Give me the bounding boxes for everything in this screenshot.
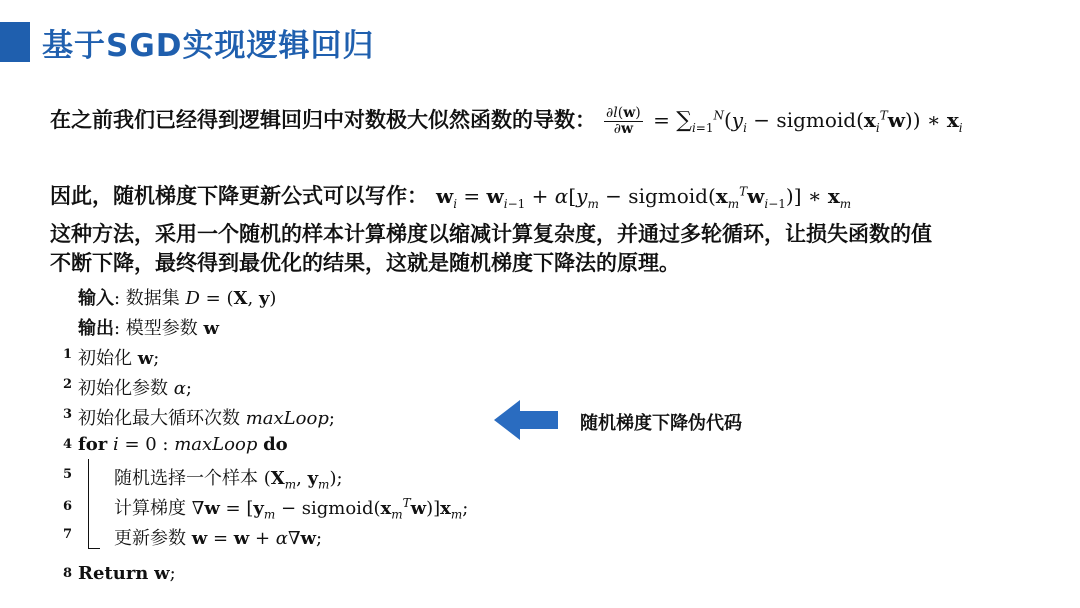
page-title: 基于SGD实现逻辑回归 bbox=[42, 28, 375, 64]
step-number: 5 bbox=[62, 467, 72, 482]
update-formula: $w_i = w_{i-1} + \alpha[y_m$ − $sigmoid(x_m^Tw_{i-1})$] ∗ $x_m$ bbox=[436, 184, 852, 211]
step-text: 初始化最大循环次数 bbox=[78, 408, 246, 429]
derivative-text: 在之前我们已经得到逻辑回归中对数极大似然函数的导数： bbox=[50, 108, 596, 132]
step-text: 更新参数 bbox=[114, 528, 192, 549]
step-text: 随机选择一个样本 bbox=[114, 468, 264, 489]
output-label: 输出 bbox=[78, 318, 114, 339]
loop-scope-line bbox=[88, 459, 89, 549]
update-text: 因此，随机梯度下降更新公式可以写作： bbox=[50, 184, 428, 208]
for-keyword: for bbox=[78, 434, 108, 455]
step-number: 6 bbox=[62, 499, 72, 514]
step-text: 初始化 bbox=[78, 348, 138, 369]
step-number: 1 bbox=[62, 347, 72, 362]
loop-scope-foot bbox=[88, 548, 100, 549]
title-accent-bar bbox=[0, 22, 30, 62]
step-number: 4 bbox=[62, 437, 72, 452]
arrow-shape bbox=[494, 400, 558, 440]
update-line bbox=[50, 180, 851, 211]
input-text: : 数据集 bbox=[114, 288, 186, 309]
explanation-paragraph: 这种方法，采用一个随机的样本计算梯度以缩减计算复杂度，并通过多轮循环，让损失函数的值不断下降，最终得到最优化的结果，这就是随机梯度下降法的原理。 bbox=[50, 222, 932, 275]
input-label: 输入 bbox=[78, 288, 114, 309]
pseudocode-note: 随机梯度下降伪代码 bbox=[580, 413, 742, 434]
left-arrow-icon bbox=[494, 400, 558, 440]
step-number: 3 bbox=[62, 407, 72, 422]
return-keyword: Return bbox=[78, 563, 149, 584]
derivative-line bbox=[50, 104, 963, 137]
step-number: 2 bbox=[62, 377, 72, 392]
step-number: 8 bbox=[62, 566, 72, 581]
step-number: 7 bbox=[62, 527, 72, 542]
derivative-formula: $\frac{\partial l(w)}{\partial w}$ = $\sum_{i=1}^N(y_i$ − $sigmoid(x_i^Tw)$) ∗ $x_i$ bbox=[606, 105, 963, 137]
step-text: 计算梯度 bbox=[114, 498, 192, 519]
do-keyword: do bbox=[263, 434, 288, 455]
step-text: 初始化参数 bbox=[78, 378, 174, 399]
output-text: : 模型参数 bbox=[114, 318, 204, 339]
